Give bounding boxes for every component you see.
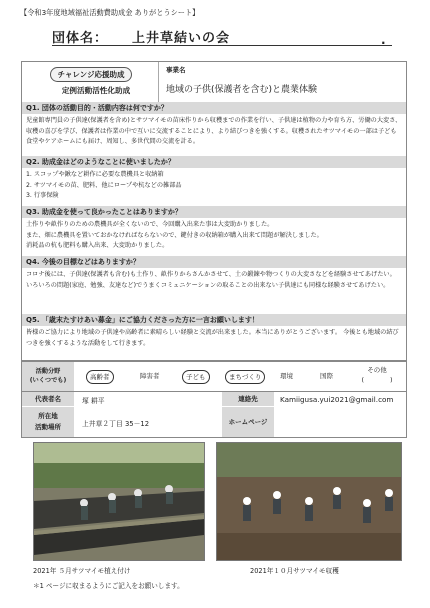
field-tag-other bbox=[352, 365, 402, 385]
report-box bbox=[21, 61, 407, 361]
address-label-line1: 所在地 bbox=[38, 412, 58, 420]
planting-photo-caption: 2021年 ５月サツマイモ植え付け bbox=[33, 567, 131, 575]
group-name-value: 上井草結いの会 bbox=[132, 31, 231, 46]
q2-answer bbox=[26, 170, 402, 202]
field-tag-elderly-selected: 高齢者 bbox=[86, 370, 114, 384]
activity-fields-label-line2: (いくつでも) bbox=[29, 377, 67, 384]
field-tag-environment: 環境 bbox=[280, 372, 293, 380]
sheet-header-note: 【令和3年度地域福祉活動費助成金 ありがとうシート】 bbox=[20, 8, 200, 17]
activity-fields-label bbox=[22, 362, 74, 391]
q3-line: 土作りや畝作りのための農機具が全くないので、今回購入出来た事は大変助かりました。 bbox=[26, 221, 274, 228]
q3-answer bbox=[26, 220, 402, 252]
address-label bbox=[22, 407, 74, 437]
q4-answer: コロナ後には、子供達(保護者も含む)も土作り、畝作りからさんかさせて、土の鍛錬や物つくりの大変さなどを経験させてあげたい。 いろいろの問題(家庭、勉強、友達など)でうまくコミュニケーションの取ることの出来ない子供達にも同様な経験させてあげたい。 bbox=[26, 271, 396, 289]
q3-title: Q3. 助成金を使って良かったことはありますか？ bbox=[22, 206, 406, 218]
q5-title: Q5. 「歳末たすけあい募金」にご協力くださった方に一言お願いします！ bbox=[22, 314, 406, 326]
homepage-label: ホームページ bbox=[222, 407, 274, 437]
contact-label: 連絡先 bbox=[222, 392, 274, 406]
footnote: ＊1 ページに収まるようにご記入をお願いします。 bbox=[33, 582, 184, 590]
harvest-photo bbox=[216, 442, 402, 561]
address-value: 上井草２丁目 35－12 bbox=[82, 420, 150, 428]
header-row bbox=[22, 62, 406, 102]
harvest-photo-caption: 2021年１０月サツマイモ収穫 bbox=[250, 567, 339, 575]
rep-value: 塚 耕平 bbox=[82, 397, 105, 405]
q3-line: また、畑に農機具を置いておかなければならないので、鍵付きの収納箱が購入出来て問題が解決しました。 bbox=[26, 231, 323, 239]
address-label-line2: 活動場所 bbox=[35, 423, 61, 431]
grant-type-cell bbox=[22, 62, 159, 102]
grant-type-regular: 定例活動活性化助成 bbox=[61, 86, 131, 95]
field-other-label: その他 bbox=[367, 366, 387, 374]
planting-photo-image bbox=[34, 443, 204, 560]
grant-type-challenge-selected: チャレンジ応援助成 bbox=[50, 67, 132, 82]
q5-answer: 皆様のご協力により地域の子供達や高齢者に素晴らしい経験と交流が出来ました。本当にありがとうございます。 今後とも地域の結びつきを強くするような活動をして行きます。 bbox=[26, 329, 399, 347]
field-other-paren: ( ) bbox=[361, 376, 393, 384]
group-name-dot: . bbox=[381, 33, 386, 47]
contact-table bbox=[21, 391, 407, 438]
field-tag-community-selected: まちづくり bbox=[225, 370, 265, 384]
group-name-label: 団体名： bbox=[52, 31, 109, 46]
harvest-photo-image bbox=[217, 443, 401, 560]
activity-fields-row bbox=[21, 361, 407, 392]
q2-item: 1. スコップや鍬など耕作に必要な農機具と収納箱 bbox=[26, 171, 164, 178]
q4-title: Q4. 今後の目標などはありますか？ bbox=[22, 256, 406, 268]
project-value: 地域の子供(保護者を含む)と農業体験 bbox=[166, 85, 318, 95]
rep-label: 代表者名 bbox=[22, 392, 74, 406]
q2-title: Q2. 助成金はどのようなことに使いましたか？ bbox=[22, 156, 406, 168]
field-tag-international: 国際 bbox=[320, 372, 333, 380]
activity-fields-label-line1: 活動分野 bbox=[35, 368, 61, 375]
q2-item: 2. サツマイモの苗、肥料、他にロープや杭などの雑部品 bbox=[26, 181, 182, 189]
group-name-underline bbox=[52, 45, 392, 46]
project-label: 事業名 bbox=[166, 66, 186, 74]
q3-line: 消耗品の杭も肥料も購入出来、大変助かりました。 bbox=[26, 242, 169, 249]
field-tag-disabled: 障害者 bbox=[140, 372, 160, 380]
q2-item: 3. 行事保険 bbox=[26, 192, 59, 199]
q1-answer: 児童館専門員の子供達(保護者を含め)とサツマイモの苗床作りから収穫までの作業を行い、子供達は植物の力や育ち方、労働の大変さ、収穫の喜びを学び、保護者は作業の中で互いに交流することにより、より結びつきを強くする。収穫されたサツマイモの一部は子ども食堂やケアホームにも届け、周知し、多世代間の交流を計る。 bbox=[26, 117, 402, 145]
field-tag-children-selected: 子ども bbox=[182, 370, 210, 384]
q1-title: Q1. 団体の活動目的・活動内容は何ですか？ bbox=[22, 102, 406, 114]
contact-value: Kamiigusa.yui2021@gmail.com bbox=[280, 395, 394, 404]
planting-photo bbox=[33, 442, 205, 561]
